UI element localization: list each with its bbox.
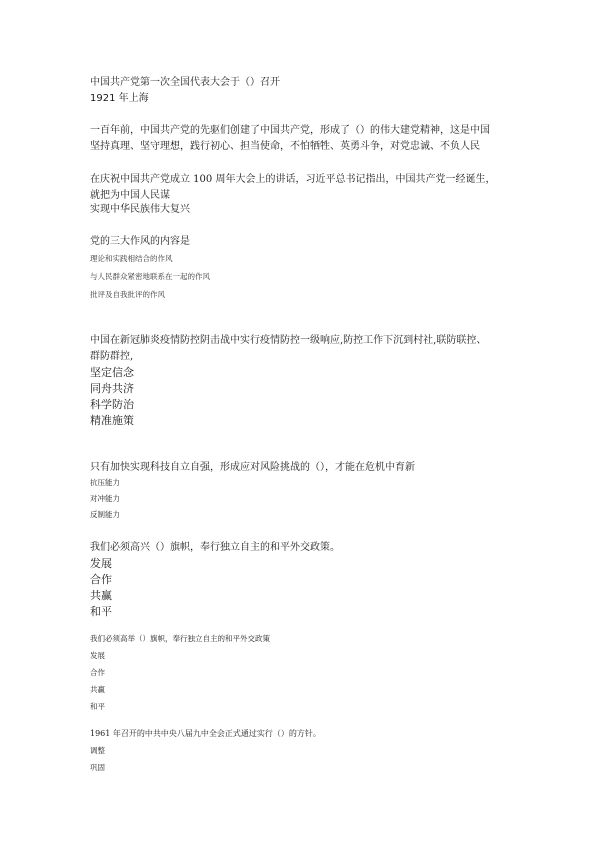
q7-question: 我们必须高兴（）旗帜，奉行独立自主的和平外交政策。 — [90, 542, 340, 553]
q2-line-1: 一百年前，中国共产党的先驱们创建了中国共产党，形成了（）的伟大建党精神，这是中国 — [90, 125, 490, 136]
q7-option: 合作 — [90, 573, 112, 586]
q8-option: 和平 — [90, 702, 105, 711]
q4-option: 与人民群众紧密地联系在一起的作风 — [90, 272, 210, 281]
q4-option: 理论和实践相结合的作风 — [90, 254, 173, 263]
q7-option: 共赢 — [90, 589, 112, 602]
q4-option: 批评及自我批评的作风 — [90, 290, 165, 299]
q8-option: 合作 — [90, 668, 105, 677]
q5-option: 坚定信念 — [90, 366, 134, 379]
q6-option: 对冲能力 — [90, 494, 120, 503]
q5-option: 科学防治 — [90, 398, 134, 411]
q6-question: 只有加快实现科技自立自强，形成应对风险挑战的（），才能在危机中育新 — [90, 462, 415, 473]
q6-option: 抗压能力 — [90, 478, 120, 487]
q6-option: 反制能力 — [90, 510, 120, 519]
q5-line-2: 群防群控, — [90, 351, 134, 362]
q7-option: 和平 — [90, 605, 112, 618]
q1-answer: 1921 年上海 — [90, 93, 149, 104]
q7-option: 发展 — [90, 557, 112, 570]
q8-option: 发展 — [90, 651, 105, 660]
q5-option: 精准施策 — [90, 414, 134, 427]
q9-option: 巩固 — [90, 763, 105, 772]
q5-option: 同舟共济 — [90, 382, 134, 395]
q3-line-1: 在庆祝中国共产党成立 100 周年大会上的讲话，习近平总书记指出，中国共产党一经诞生， — [90, 174, 496, 185]
q1-question: 中国共产党第一次全国代表大会于（）召开 — [90, 77, 280, 88]
q5-line-1: 中国在新冠肺炎疫情防控阴击战中实行疫情防控一级响应,防控工作下沉到村社,联防联控、 — [90, 335, 487, 346]
q4-question: 党的三大作风的内容是 — [90, 236, 190, 247]
q9-question: 1961 年召开的中共中央八届九中全会正式通过实行（）的方针。 — [90, 729, 321, 738]
q8-question: 我们必须高举（）旗帜，奉行独立自主的和平外交政策 — [90, 634, 270, 643]
q3-line-2: 就把为中国人民谋 — [90, 190, 170, 201]
q3-line-3: 实现中华民族伟大复兴 — [90, 204, 190, 215]
q2-line-2: 坚持真理、坚守理想，践行初心、担当使命，不怕牺牲、英勇斗争，对党忠诚、不负人民 — [90, 141, 480, 152]
q9-option: 调整 — [90, 746, 105, 755]
q8-option: 共赢 — [90, 685, 105, 694]
